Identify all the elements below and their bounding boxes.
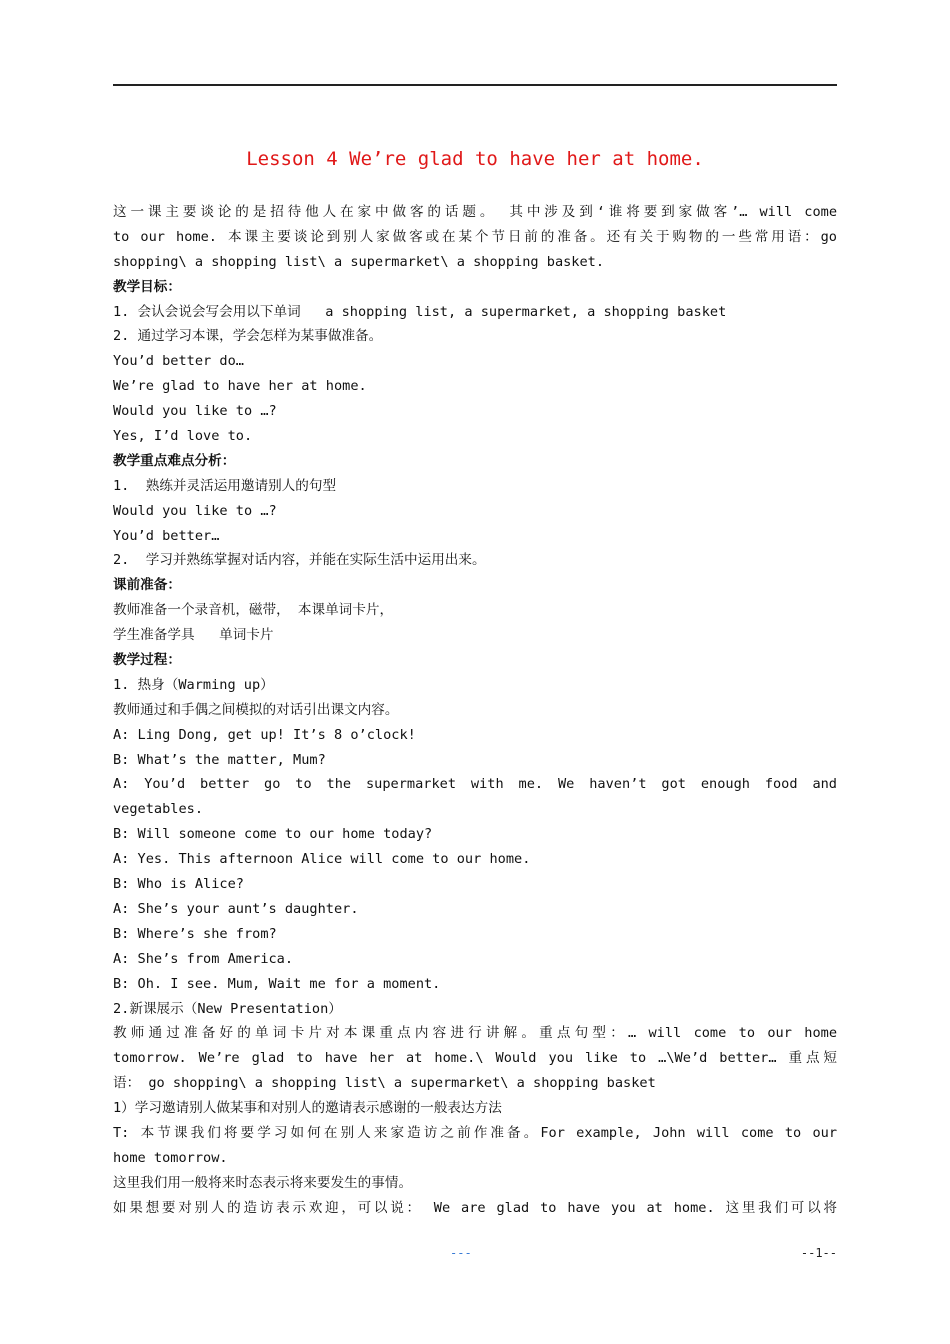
text-line: 这一课主要谈论的是招待他人在家中做客的话题。 其中涉及到‘谁将要到家做客’… will come — [113, 204, 837, 220]
footer-left-marker: --- — [450, 1246, 472, 1260]
text-line: We’re glad to have her at home. — [113, 378, 367, 395]
text-line: T: 本节课我们将要学习如何在别人来家造访之前作准备。For example, John will come to our — [113, 1124, 837, 1141]
text-line: tomorrow. We’re glad to have her at home.\ Would you like to …\We’d better… 重点短 — [113, 1050, 837, 1067]
text-line: home tomorrow. — [113, 1149, 228, 1166]
text-line: B: Where’s she from? — [113, 925, 277, 942]
text-line: A: She’s your aunt’s daughter. — [113, 900, 359, 917]
text-line: B: Will someone come to our home today? — [113, 826, 433, 843]
text-line: 1. 热身（Warming up） — [113, 676, 274, 693]
text-line: 语： go shopping\ a shopping list\ a supermarket\ a shopping basket — [113, 1075, 656, 1092]
text-line: A: She’s from America. — [113, 950, 294, 967]
text-line: 教师通过准备好的单词卡片对本课重点内容进行讲解。重点句型：… will come to our home — [113, 1025, 837, 1042]
text-line: 教师准备一个录音机，磁带， 本课单词卡片， — [113, 602, 394, 619]
text-line: 2. 学习并熟练掌握对话内容，并能在实际生活中运用出来。 — [113, 552, 486, 569]
text-line: B: Who is Alice? — [113, 876, 244, 893]
text-line: Would you like to …? — [113, 502, 277, 519]
text-line: Would you like to …? — [113, 403, 277, 420]
text-line: You’d better do… — [113, 353, 244, 370]
section-heading: 教学重点难点分析： — [113, 452, 236, 469]
text-line: B: What’s the matter, Mum? — [113, 751, 326, 768]
text-line: 这里我们用一般将来时态表示将来要发生的事情。 — [113, 1174, 413, 1191]
lesson-title: Lesson 4 We’re glad to have her at home. — [246, 148, 704, 170]
header-rule — [113, 84, 837, 86]
text-line: vegetables. — [113, 801, 204, 818]
text-line: 学生准备学具 单词卡片 — [113, 627, 274, 644]
section-heading: 教学过程： — [113, 652, 181, 669]
text-line: Yes, I’d love to. — [113, 428, 253, 445]
text-line: 教师通过和手偶之间模拟的对话引出课文内容。 — [113, 701, 399, 718]
text-line: 2. 通过学习本课，学会怎样为某事做准备。 — [113, 328, 383, 345]
text-line: 1. 会认会说会写会用以下单词 a shopping list, a supermarket, a shopping basket — [113, 303, 727, 320]
text-line: A: You’d better go to the supermarket with me. We haven’t got enough food and — [113, 776, 837, 793]
text-line: 1）学习邀请别人做某事和对别人的邀请表示感谢的一般表达方法 — [113, 1100, 502, 1117]
text-line: A: Ling Dong, get up! It’s 8 o’clock! — [113, 726, 416, 743]
page-number: --1-- — [800, 1246, 837, 1260]
text-line: B: Oh. I see. Mum, Wait me for a moment. — [113, 975, 441, 992]
text-line: A: Yes. This afternoon Alice will come to our home. — [113, 851, 531, 868]
text-line: shopping\ a shopping list\ a supermarket\ a shopping basket. — [113, 253, 605, 270]
text-line: 1. 熟练并灵活运用邀请别人的句型 — [113, 477, 337, 494]
section-heading: 课前准备： — [113, 577, 181, 594]
text-line: You’d better… — [113, 527, 220, 544]
text-line: 如果想要对别人的造访表示欢迎，可以说： We are glad to have you at home. 这里我们可以将 — [113, 1199, 837, 1216]
document-body — [113, 200, 837, 1221]
text-line: to our home. 本课主要谈论到别人家做客或在某个节日前的准备。还有关于购物的一些常用语：go — [113, 228, 837, 245]
text-line: 2.新课展示（New Presentation） — [113, 1000, 342, 1017]
section-heading: 教学目标： — [113, 278, 181, 295]
